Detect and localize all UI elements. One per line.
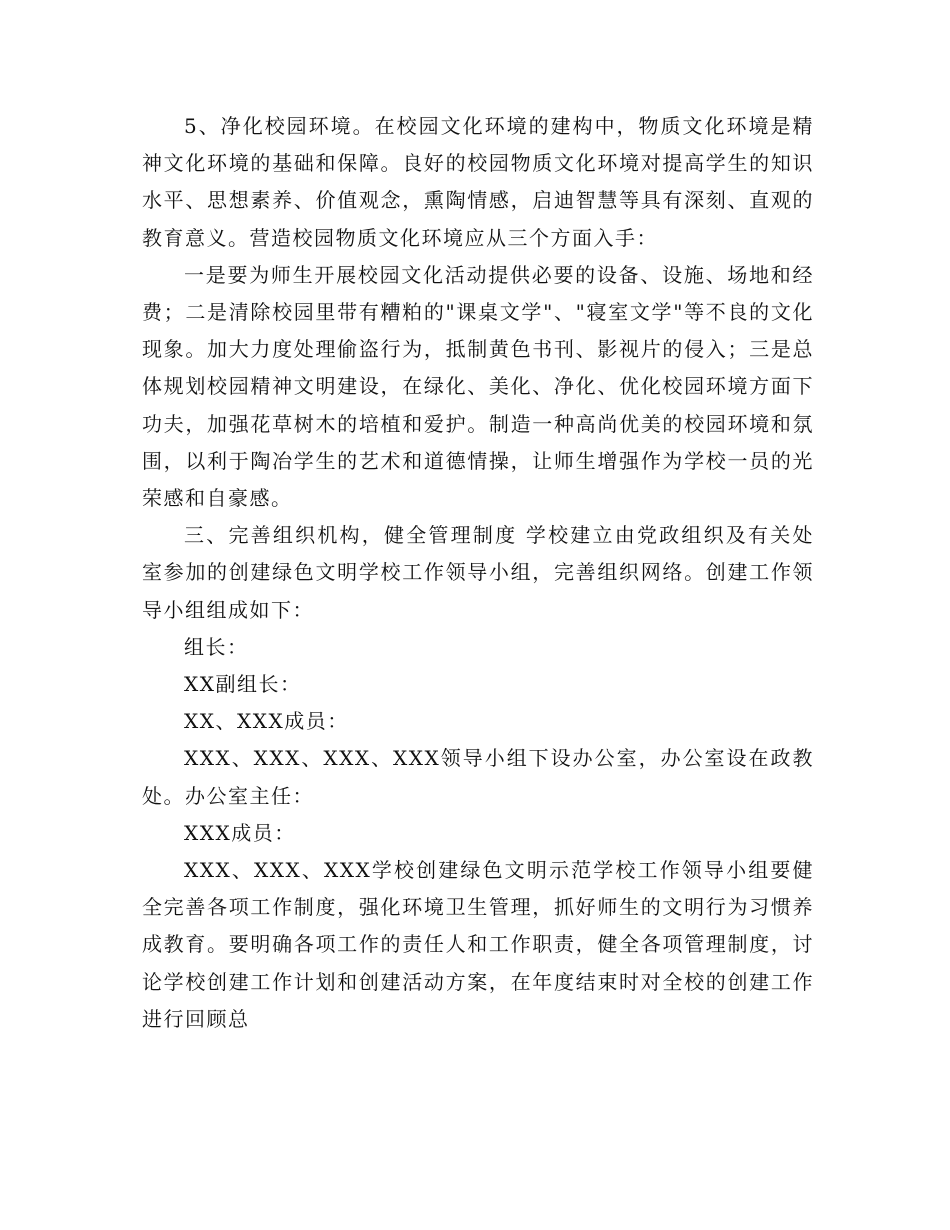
paragraph-campus-environment: 5、净化校园环境。在校园文化环境的建构中，物质文化环境是精神文化环境的基础和保障。良好的校园物质文化环境对提高学生的知识水平、思想素养、价值观念，熏陶情感，启迪智慧等具有深刻、直观的教育意义。营造校园物质文化环境应从三个方面入手： xyxy=(142,114,814,250)
paragraph-deputy-leader: XX副组长： xyxy=(184,672,302,697)
document-body xyxy=(142,108,814,1038)
paragraph-members: XX、XXX成员： xyxy=(184,709,349,734)
paragraph-work-system: XXX、XXX、XXX学校创建绿色文明示范学校工作领导小组要健全完善各项工作制度，强化环境卫生管理，抓好师生的文明行为习惯养成教育。要明确各项工作的责任人和工作职责，健全各项管理制度，讨论学校创建工作计划和创建活动方案，在年度结束时对全校的创建工作进行回顾总 xyxy=(142,858,814,1031)
paragraph-three-measures: 一是要为师生开展校园文化活动提供必要的设备、设施、场地和经费；二是清除校园里带有糟粕的"课桌文学"、"寝室文学"等不良的文化现象。加大力度处理偷盗行为，抵制黄色书刊、影视片的侵入；三是总体规划校园精神文明建设，在绿化、美化、净化、优化校园环境方面下功夫，加强花草树木的培植和爱护。制造一种高尚优美的校园环境和氛围，以利于陶冶学生的艺术和道德情操，让师生增强作为学校一员的光荣感和自豪感。 xyxy=(142,262,814,511)
paragraph-organization: 三、完善组织机构，健全管理制度 学校建立由党政组织及有关处室参加的创建绿色文明学校工作领导小组，完善组织网络。创建工作领导小组组成如下： xyxy=(142,523,814,622)
paragraph-group-leader: 组长： xyxy=(184,634,249,659)
paragraph-office: XXX、XXX、XXX、XXX领导小组下设办公室，办公室设在政教处。办公室主任： xyxy=(142,746,814,808)
paragraph-office-members: XXX成员： xyxy=(184,820,296,845)
